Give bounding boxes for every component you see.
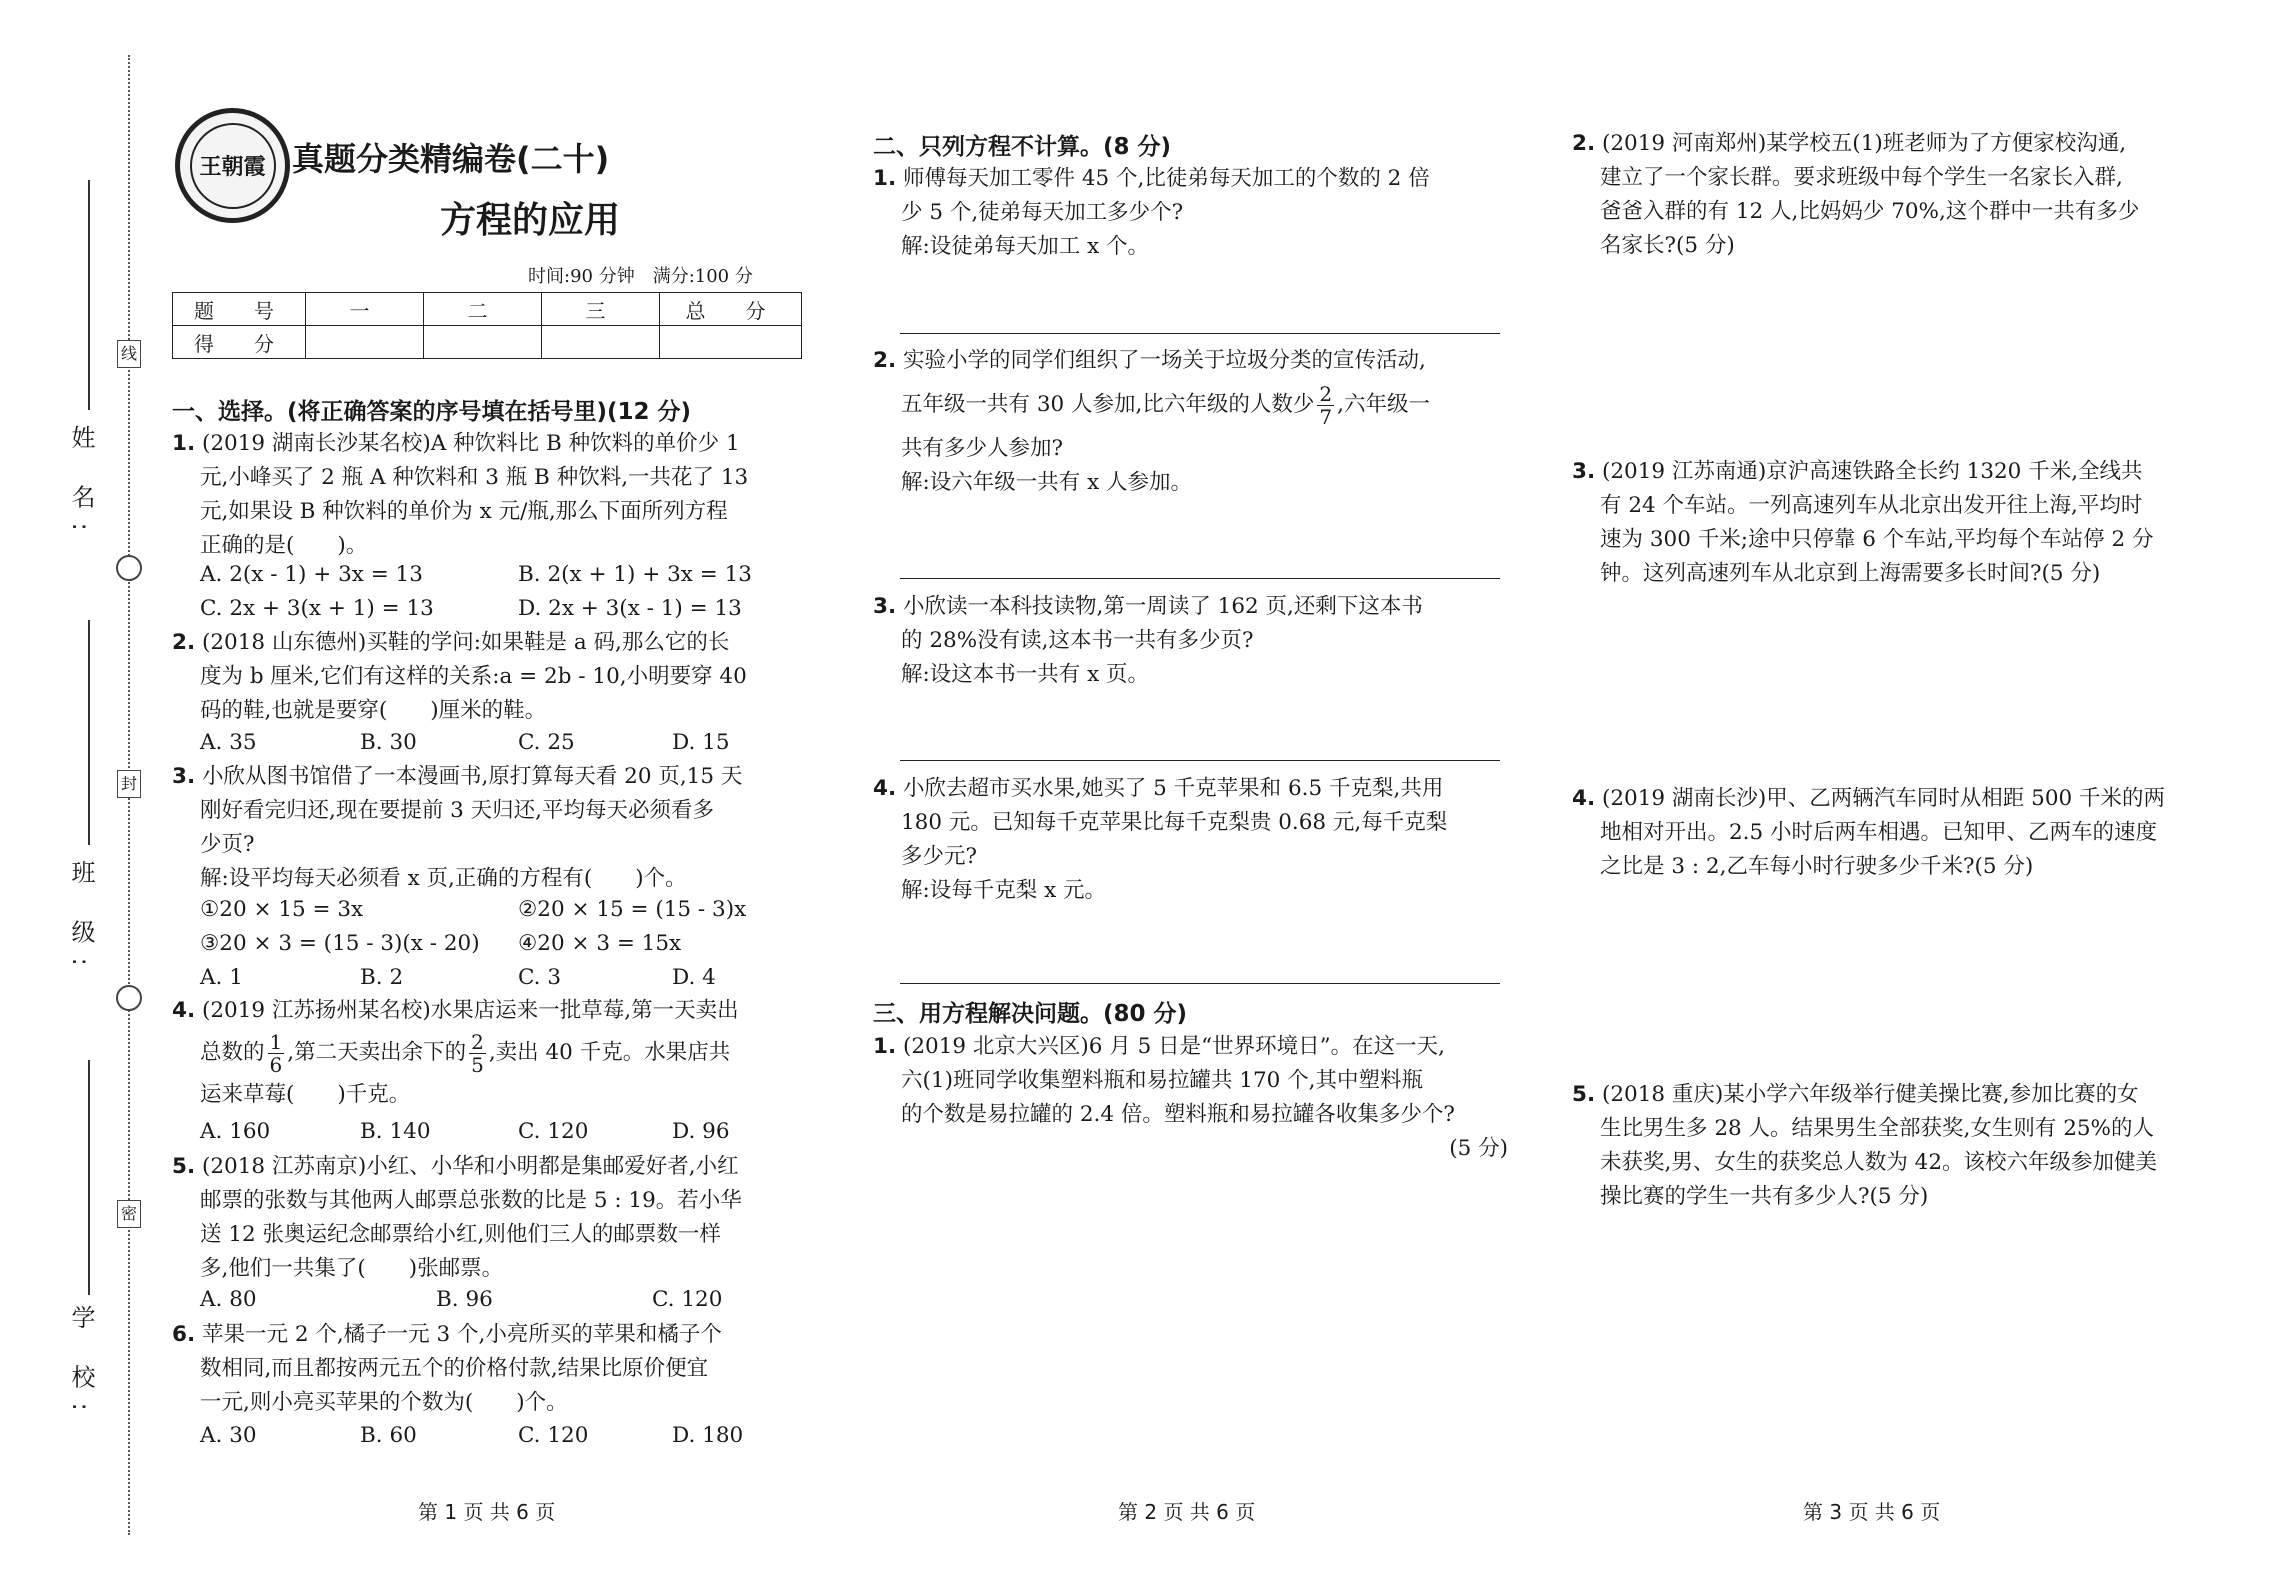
option-b[interactable]: B. 30: [360, 730, 417, 755]
question-line: 共有多少人参加?: [901, 436, 1064, 461]
numerator: 2: [471, 1029, 484, 1054]
logo-text: 王朝霞: [190, 123, 276, 209]
equation-3: ③20 × 3 = (15 - 3)(x - 20): [200, 931, 480, 956]
option-c[interactable]: C. 120: [518, 1423, 589, 1448]
text-fragment: ,第二天卖出余下的: [287, 1040, 467, 1065]
question-line: 解:设徒弟每天加工 x 个。: [901, 234, 1150, 259]
option-a[interactable]: A. 30: [200, 1423, 257, 1448]
s1-q6: [172, 1318, 722, 1420]
option-b[interactable]: B. 2(x + 1) + 3x = 13: [518, 562, 752, 587]
question-line: [172, 1028, 739, 1078]
question-number: 1.: [873, 166, 897, 191]
score-input-cell[interactable]: [660, 326, 802, 359]
option-a[interactable]: A. 1: [200, 965, 243, 990]
question-number: 3.: [1572, 459, 1596, 484]
numerator: 2: [1319, 381, 1333, 406]
s1-q3: [172, 760, 742, 896]
option-c[interactable]: C. 25: [518, 730, 575, 755]
question-number: 4.: [873, 776, 897, 801]
score-input-cell[interactable]: [306, 326, 424, 359]
question-number: 2.: [1572, 131, 1596, 156]
question-line: 元,小峰买了 2 瓶 A 种饮料和 3 瓶 B 种饮料,一共花了 13: [200, 465, 749, 490]
question-line: (2019 北京大兴区)6 月 5 日是“世界环境日”。在这一天,: [902, 1034, 1445, 1059]
s1-q2: [172, 626, 747, 728]
option-d[interactable]: D. 4: [672, 965, 716, 990]
question-line: 生比男生多 28 人。结果男生全部获奖,女生则有 25%的人: [1600, 1116, 2154, 1141]
text-fragment: ,卖出 40 千克。水果店共: [488, 1040, 731, 1065]
option-b[interactable]: B. 96: [436, 1287, 493, 1312]
option-a[interactable]: A. 2(x - 1) + 3x = 13: [200, 562, 423, 587]
question-line: 实验小学的同学们组织了一场关于垃圾分类的宣传活动,: [902, 348, 1426, 373]
question-number: 3.: [873, 594, 897, 619]
s3-q3: [1572, 455, 2153, 591]
question-line: 元,如果设 B 种饮料的单价为 x 元/瓶,那么下面所列方程: [200, 499, 728, 524]
question-line: 的 28%没有读,这本书一共有多少页?: [901, 628, 1254, 653]
page-title: 方程的应用: [440, 200, 621, 241]
score-table-header-row: [173, 293, 802, 326]
class-underline: [88, 620, 90, 845]
option-a[interactable]: A. 160: [200, 1119, 271, 1144]
option-c[interactable]: C. 2x + 3(x + 1) = 13: [200, 596, 434, 621]
question-line: 解:设这本书一共有 x 页。: [901, 662, 1150, 687]
question-number: 5.: [172, 1154, 196, 1179]
s1-q1: [172, 427, 748, 563]
fraction: [268, 1031, 285, 1076]
option-c[interactable]: C. 120: [518, 1119, 589, 1144]
page-footer: 第 3 页 共 6 页: [1803, 1500, 1941, 1524]
option-d[interactable]: D. 2x + 3(x - 1) = 13: [518, 596, 742, 621]
question-line: (2019 湖南长沙)甲、乙两辆汽车同时从相距 500 千米的两: [1601, 786, 2166, 811]
question-line: 一元,则小亮买苹果的个数为( )个。: [200, 1390, 568, 1415]
question-line: 数相同,而且都按两元五个的价格付款,结果比原价便宜: [200, 1356, 709, 1381]
s2-q2: [873, 344, 1430, 500]
question-line: 之比是 3 : 2,乙车每小时行驶多少千米?(5 分): [1600, 854, 2034, 879]
score-table-row: [173, 326, 802, 359]
question-line: 多,他们一共集了( )张邮票。: [200, 1256, 504, 1281]
question-line: 速为 300 千米;途中只停靠 6 个车站,平均每个车站停 2 分: [1600, 527, 2154, 552]
name-underline: [88, 180, 90, 410]
s1-q5: [172, 1150, 742, 1286]
question-line: 小欣去超市买水果,她买了 5 千克苹果和 6.5 千克梨,共用: [902, 776, 1444, 801]
option-b[interactable]: B. 2: [360, 965, 404, 990]
school-underline: [88, 1060, 90, 1295]
question-line: 正确的是( )。: [200, 533, 368, 558]
denominator: 6: [269, 1052, 283, 1077]
page-footer: 第 2 页 共 6 页: [1118, 1500, 1256, 1524]
question-line: 度为 b 厘米,它们有这样的关系:a = 2b - 10,小明要穿 40: [200, 664, 747, 689]
question-line: 爸爸入群的有 12 人,比妈妈少 70%,这个群中一共有多少: [1600, 199, 2140, 224]
question-number: 3.: [172, 764, 196, 789]
question-line: 地相对开出。2.5 小时后两车相遇。已知甲、乙两车的速度: [1600, 820, 2158, 845]
s3-q5: [1572, 1078, 2157, 1214]
question-line: 送 12 张奥运纪念邮票给小红,则他们三人的邮票数一样: [200, 1222, 721, 1247]
question-line: 六(1)班同学收集塑料瓶和易拉罐共 170 个,其中塑料瓶: [901, 1068, 1423, 1093]
numerator: 1: [269, 1029, 283, 1054]
section-3-heading: 三、用方程解决问题。(80 分): [873, 1001, 1188, 1027]
question-number: 1.: [172, 431, 196, 456]
question-line: 小欣读一本科技读物,第一周读了 162 页,还剩下这本书: [902, 594, 1423, 619]
question-line: 码的鞋,也就是要穿( )厘米的鞋。: [200, 698, 547, 723]
question-line: 名家长?(5 分): [1600, 233, 1735, 258]
fraction: [1317, 383, 1334, 428]
question-line: 运来草莓( )千克。: [200, 1082, 411, 1107]
score-cell: 题 号: [173, 293, 306, 326]
question-line: 有 24 个车站。一列高速列车从北京出发开往上海,平均时: [1600, 493, 2143, 518]
question-number: 4.: [1572, 786, 1596, 811]
question-line: (2019 河南郑州)某学校五(1)班老师为了方便家校沟通,: [1601, 131, 2127, 156]
question-line: 解:设每千克梨 x 元。: [901, 878, 1107, 903]
denominator: 5: [471, 1052, 484, 1077]
cut-mark-seal: 封: [117, 770, 141, 798]
time-info: 时间:90 分钟 满分:100 分: [528, 266, 753, 287]
section-1-heading: 一、选择。(将正确答案的序号填在括号里)(12 分): [172, 399, 692, 425]
question-line: 解:设六年级一共有 x 人参加。: [901, 470, 1193, 495]
question-line: 的个数是易拉罐的 2.4 倍。塑料瓶和易拉罐各收集多少个?: [901, 1102, 1455, 1127]
equation-4: ④20 × 3 = 15x: [518, 931, 682, 956]
option-b[interactable]: B. 140: [360, 1119, 431, 1144]
question-line: 少 5 个,徒弟每天加工多少个?: [901, 200, 1184, 225]
score-cell: 三: [542, 293, 660, 326]
option-c[interactable]: C. 120: [652, 1287, 723, 1312]
question-line: (2018 江苏南京)小红、小华和小明都是集邮爱好者,小红: [201, 1154, 739, 1179]
equation-2: ②20 × 15 = (15 - 3)x: [518, 897, 747, 922]
option-a[interactable]: A. 35: [200, 730, 257, 755]
question-number: 1.: [873, 1034, 897, 1059]
s3-q4: [1572, 782, 2165, 884]
score-cell: 二: [424, 293, 542, 326]
fraction: [469, 1031, 486, 1076]
answer-line[interactable]: [900, 760, 1500, 761]
question-line: 钟。这列高速列车从北京到上海需要多长时间?(5 分): [1600, 561, 2101, 586]
answer-line[interactable]: [900, 578, 1500, 579]
question-line: 多少元?: [901, 844, 978, 869]
score-table: [172, 292, 802, 359]
class-label: 班 级:: [67, 860, 95, 980]
question-line: 少页?: [200, 832, 255, 857]
cut-circle-icon: [116, 985, 142, 1011]
equation-1: ①20 × 15 = 3x: [200, 897, 364, 922]
question-number: 2.: [873, 348, 897, 373]
section-2-heading: 二、只列方程不计算。(8 分): [873, 134, 1172, 160]
question-line: 师傅每天加工零件 45 个,比徒弟每天加工的个数的 2 倍: [902, 166, 1430, 191]
s2-q4: [873, 772, 1447, 908]
question-line: [873, 378, 1430, 432]
score-input-cell[interactable]: [542, 326, 660, 359]
question-number: 4.: [172, 998, 196, 1023]
s2-q1: [873, 162, 1430, 264]
option-b[interactable]: B. 60: [360, 1423, 417, 1448]
score-cell: 一: [306, 293, 424, 326]
cut-circle-icon: [116, 555, 142, 581]
question-line: 操比赛的学生一共有多少人?(5 分): [1600, 1184, 1929, 1209]
option-d[interactable]: D. 96: [672, 1119, 730, 1144]
name-label: 姓 名:: [67, 425, 95, 545]
question-line: (2018 重庆)某小学六年级举行健美操比赛,参加比赛的女: [1601, 1082, 2139, 1107]
question-line: 苹果一元 2 个,橘子一元 3 个,小亮所买的苹果和橘子个: [201, 1322, 722, 1347]
score-cell: 总 分: [660, 293, 802, 326]
option-a[interactable]: A. 80: [200, 1287, 257, 1312]
publisher-logo: [175, 108, 290, 223]
question-line: 未获奖,男、女生的获奖总人数为 42。该校六年级参加健美: [1600, 1150, 2158, 1175]
question-number: 2.: [172, 630, 196, 655]
denominator: 7: [1319, 404, 1333, 429]
score-input-cell[interactable]: [424, 326, 542, 359]
cut-mark-secret: 密: [117, 1200, 141, 1228]
school-label: 学 校:: [67, 1305, 95, 1425]
s3-q2: [1572, 127, 2139, 263]
text-fragment: 总数的: [200, 1040, 265, 1065]
question-number: 6.: [172, 1322, 196, 1347]
answer-line[interactable]: [900, 333, 1500, 334]
option-c[interactable]: C. 3: [518, 965, 562, 990]
s2-q3: [873, 590, 1423, 692]
s3-q1: [873, 1030, 1508, 1166]
page-footer: 第 1 页 共 6 页: [418, 1500, 556, 1524]
option-d[interactable]: D. 15: [672, 730, 730, 755]
question-line: 解:设平均每天必须看 x 页,正确的方程有( )个。: [200, 866, 687, 891]
cut-mark-line: 线: [117, 340, 141, 368]
question-line: (2018 山东德州)买鞋的学问:如果鞋是 a 码,那么它的长: [201, 630, 730, 655]
answer-line[interactable]: [900, 983, 1500, 984]
question-score: (5 分): [1449, 1136, 1508, 1161]
question-line: 180 元。已知每千克苹果比每千克梨贵 0.68 元,每千克梨: [901, 810, 1448, 835]
question-line: (2019 江苏扬州某名校)水果店运来一批草莓,第一天卖出: [201, 998, 739, 1023]
series-title: 真题分类精编卷(二十): [292, 140, 610, 178]
question-line: (2019 湖南长沙某名校)A 种饮料比 B 种饮料的单价少 1: [201, 431, 740, 456]
text-fragment: ,六年级一: [1337, 392, 1430, 417]
question-line: 小欣从图书馆借了一本漫画书,原打算每天看 20 页,15 天: [201, 764, 743, 789]
option-d[interactable]: D. 180: [672, 1423, 744, 1448]
question-line: 建立了一个家长群。要求班级中每个学生一名家长入群,: [1600, 165, 2123, 190]
question-number: 5.: [1572, 1082, 1596, 1107]
score-row-label: 得 分: [173, 326, 306, 359]
question-line: 邮票的张数与其他两人邮票总张数的比是 5 : 19。若小华: [200, 1188, 742, 1213]
question-line: 刚好看完归还,现在要提前 3 天归还,平均每天必须看多: [200, 798, 715, 823]
question-line: (2019 江苏南通)京沪高速铁路全长约 1320 千米,全线共: [1601, 459, 2143, 484]
text-fragment: 五年级一共有 30 人参加,比六年级的人数少: [901, 392, 1315, 417]
s1-q4: [172, 994, 739, 1112]
